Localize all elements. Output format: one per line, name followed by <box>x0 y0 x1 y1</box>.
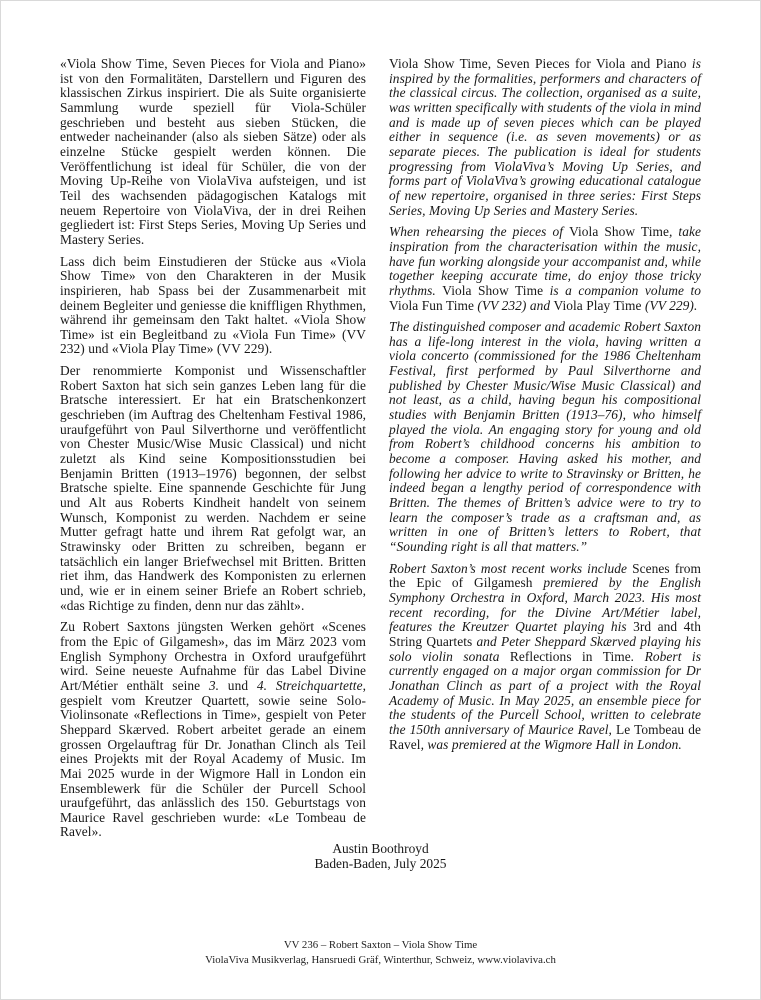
text-run: und <box>219 677 257 693</box>
german-column <box>60 57 366 840</box>
text-run: is inspired by the formalities, performers and characters of the classical circus. The collection, organised as a suite, was written specifically with students of the viola in mind and is made up of seven pieces which can be played either in sequence (i.e. as seven movements) or as separate pieces. The publication is ideal for students progressing from ViolaViva’s Moving Up Series, and forms part of ViolaViva’s growing educational catalogue of new repertoire, organised in three series: First Steps Series, Moving Up Series and Mastery Series. <box>389 56 701 218</box>
text-run: . Robert is currently engaged on a major organ commission for Dr Jonathan Clinch as part of a project with the Royal Academy of Music. In May 2025, an ensemble piece for the students of the Purcell School, written to celebrate the 150th anniversary of Maurice Ravel, <box>389 648 701 737</box>
text-run: (VV 229). <box>641 297 698 313</box>
footer-catalogue-line: VV 236 – Robert Saxton – Viola Show Time <box>283 939 478 952</box>
text-run: Zu Robert Saxtons jüngsten Werken gehört «Scenes from the Epic of Gilgamesh», das im März 2023 vom English Symphony Orchestra in Oxford uraufgeführt wird. Seine neueste Aufnahme für das Label Divine Art/Métier enthält seine <box>60 619 367 693</box>
text-run: Viola Show Time <box>442 282 544 298</box>
page-footer <box>1 938 760 967</box>
paragraph <box>60 620 366 840</box>
text-run: The distinguished composer and academic Robert Saxton has a life-long interest in the viola, having written a viola concerto (commissioned for the 1986 Cheltenham Festival, first performed by Paul Silverthorne and published by Chester Music/Wise Music Classical) and not least, as a child, having begun his compositional studies with Benjamin Britten (1913–76), who himself played the viola. An engaging story for young and old from Robert’s childhood concerns his ambition to become a composer. Having asked his mother, and following her advice to write to Stravinsky or Britten, he indeed began a lengthy period of correspondence with Britten. The themes of Britten’s advice were to try to learn the composer’s trade as a craftsman and, as written in one of Britten’s letters to Robert, that “Sounding right is all that matters.” <box>389 319 701 554</box>
text-run: «Viola Show Time, Seven Pieces for Viola and Piano» ist von den Formalitäten, Darstellern und Figuren des klassischen Zirkus inspiriert. Die als Suite organisierte Sammlung wurde speziell für Viola-Schüler geschrieben und besteht aus sieben Stücken, die entweder nacheinander (also als sieben Sätze) oder als einzelne Stücke gespielt werden können. Die Veröffentlichung ist ideal für Schüler, die von der Moving Up-Reihe von ViolaViva aufsteigen, und ist Teil des wachsenden pädagogischen Katalogs mit neuem Repertoire von ViolaViva, der in drei Reihen gegliedert ist: First Steps Series, Moving Up Series und Mastery Series. <box>60 56 367 247</box>
text-run: 3rd and 4th String Quartets <box>389 619 701 649</box>
footer-publisher-line: ViolaViva Musikverlag, Hansruedi Gräf, Winterthur, Schweiz, www.violaviva.ch <box>205 953 556 966</box>
text-run: Viola Show Time <box>569 224 669 240</box>
paragraph <box>60 364 366 613</box>
text-run: Viola Play Time <box>553 297 642 313</box>
text-run: Der renommierte Komponist und Wissenschaftler Robert Saxton hat sich sein ganzes Leben lang für die Bratsche interessiert. Er hat ein Bratschenkonzert geschrieben (im Auftrag des Cheltenham Festival 1986, uraufgeführt von Paul Silverthorne und veröffentlicht von Chester Music/Wise Music Classical) und nicht zuletzt als Kind seine Kompositionsstudien bei Benjamin Britten (1913–1976) begonnen, der selbst Bratsche spielte. Eine spannende Geschichte für Jung und Alt aus Roberts Kindheit handelt von seinem Wunsch, Komponist zu werden. Nachdem er seine Mutter gefragt hatte und ihrem Rat gefolgt war, an Strawinsky oder Britten zu schreiben, begann er tatsächlich ein langer Briefwechsel mit Britten. Britten riet ihm, das Handwerk des Komponisten zu erlernen und, wie er in einem seiner Briefe an Robert schrieb, «das Richtige zu finden, denn nur das zählt». <box>60 363 367 613</box>
text-run: Robert Saxton’s most recent works include <box>389 560 633 576</box>
text-run: Le Tombeau de Ravel <box>389 721 701 752</box>
two-column-text-block <box>1 1 760 840</box>
text-run: , gespielt vom Kreutzer Quartett, sowie seine Solo-Violinsonate «Reflections in Time», gespielt von Peter Sheppard Skærved. Robert arbeitet gerade an einem grossen Orgelauftrag für Dr. Jonathan Clinch als Teil eines Projekts mit der Royal Academy of Music. Im Mai 2025 wurde in der Wigmore Hall in London ein Ensemblewerk für die Schüler der Purcell School uraufgeführt, das anlässlich des 150. Geburtstags von Maurice Ravel geschrieben wurde: «Le Tombeau de Ravel». <box>60 677 367 840</box>
text-run: 4. Streichquartette <box>256 677 363 693</box>
paragraph <box>389 320 701 555</box>
text-run: 3. <box>208 677 220 693</box>
text-run: Viola Show Time, Seven Pieces for Viola and Piano <box>389 56 687 71</box>
text-run: , was premiered at the Wigmore Hall in London. <box>420 736 682 752</box>
paragraph <box>60 57 366 248</box>
text-run: (VV 232) and <box>473 297 554 313</box>
paragraph <box>60 255 366 358</box>
signature-name: Austin Boothroyd <box>332 841 429 857</box>
english-column <box>389 57 701 840</box>
text-run: Lass dich beim Einstudieren der Stücke aus «Viola Show Time» von den Charakteren in der Musik inspirieren, hab Spass bei der Zusammenarbeit mit deinem Begleiter und geniesse die kniffligen Rhythmen, während ihr gemeinsam den Takt haltet. «Viola Show Time» ist ein Begleitband zu «Viola Fun Time» (VV 232) und «Viola Play Time» (VV 229). <box>60 253 367 357</box>
text-run: Viola Fun Time <box>389 297 474 313</box>
text-run: , take inspiration from the characterisation within the music, have fun working alongside your accompanist and, while together keeping accurate time, do enjoy those tricky rhythms. <box>389 224 701 298</box>
text-run: is a companion volume to <box>543 282 701 298</box>
text-run: Scenes from the Epic of Gilgamesh <box>389 560 701 591</box>
paragraph <box>389 225 701 313</box>
paragraph <box>389 562 701 753</box>
signature-place-date: Baden-Baden, July 2025 <box>314 856 447 872</box>
text-run: premiered by the English Symphony Orchestra in Oxford, March 2023. His most recent recording, for the Divine Art/Métier label, features the Kreutzer Quartet playing his <box>389 575 701 635</box>
paragraph <box>389 57 701 218</box>
text-run: and Peter Sheppard Skærved playing his solo violin sonata <box>389 633 701 664</box>
signature-block <box>1 841 760 871</box>
text-run: Reflections in Time <box>509 648 631 664</box>
text-run: When rehearsing the pieces of <box>389 224 570 240</box>
